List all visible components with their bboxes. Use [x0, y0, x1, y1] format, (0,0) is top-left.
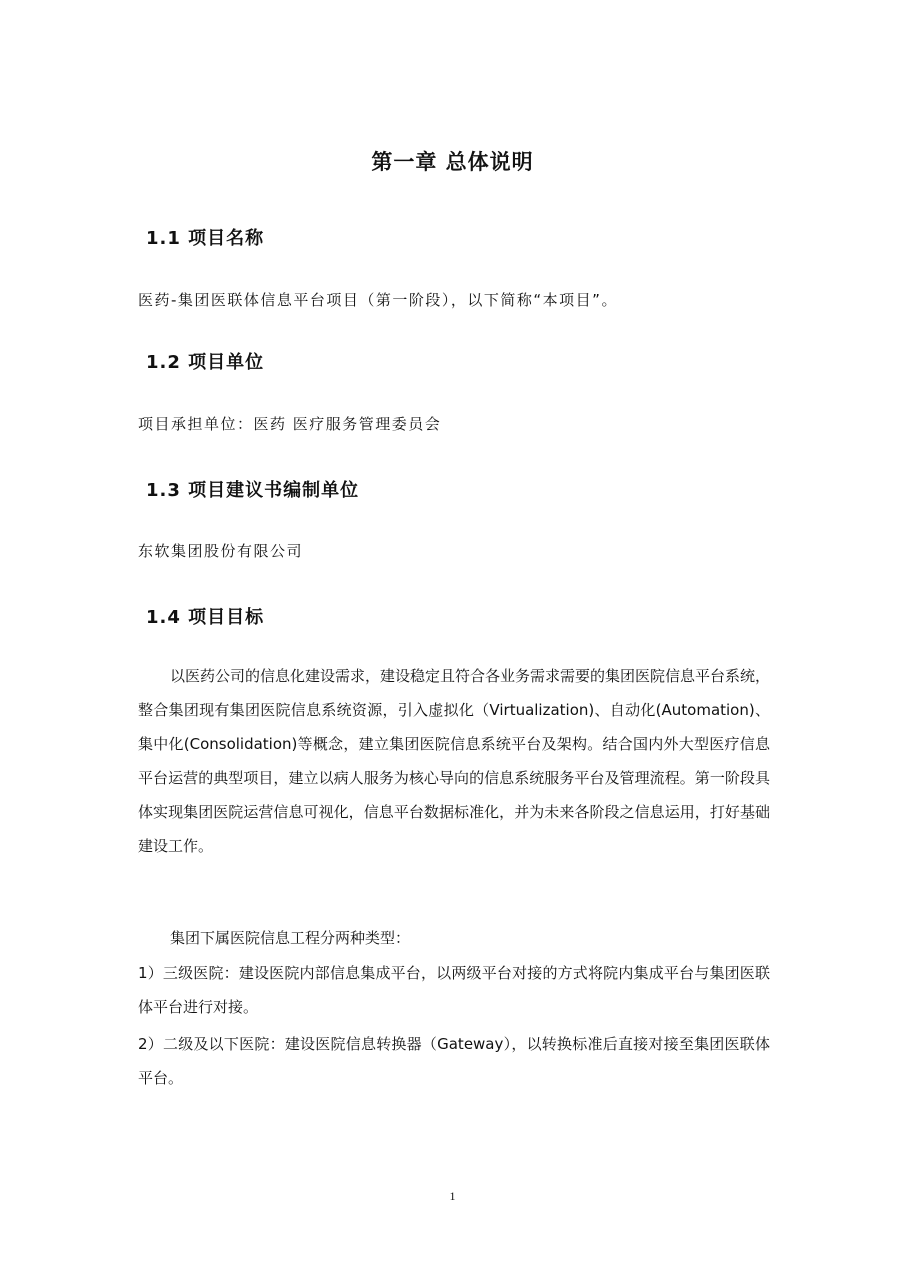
compiling-unit-text: 东软集团股份有限公司 — [138, 542, 304, 560]
section-heading-1-4: 1.4 项目目标 — [146, 607, 265, 628]
project-name-text: 医药-集团医联体信息平台项目（第一阶段），以下简称“本项目”。 — [138, 291, 618, 309]
project-goal-paragraph: 以医药公司的信息化建设需求，建设稳定且符合各业务需求需要的集团医院信息平台系统，整合集团现有集团医院信息系统资源，引入虚拟化（Virtualization)、自动化(Automation)、集中化(Consolidation)等概念，建立集团医院信息系统平台及架构。结合国内外大型医疗信息平台运营的典型项目，建立以病人服务为核心导向的信息系统服务平台及管理流程。第一阶段具体实现集团医院运营信息可视化，信息平台数据标准化，并为未来各阶段之信息运用，打好基础建设工作。 — [138, 667, 771, 855]
page-number: 1 — [449, 1189, 456, 1203]
secondary-hospital-item: 2）二级及以下医院：建设医院信息转换器（Gateway），以转换标准后直接对接至集团医联体平台。 — [138, 1035, 770, 1087]
chapter-title: 第一章 总体说明 — [371, 150, 534, 174]
section-heading-1-3: 1.3 项目建议书编制单位 — [146, 480, 360, 501]
hospital-types-intro: 集团下属医院信息工程分两种类型： — [170, 929, 411, 947]
tertiary-hospital-item: 1）三级医院：建设医院内部信息集成平台，以两级平台对接的方式将院内集成平台与集团医联体平台进行对接。 — [138, 964, 770, 1016]
section-heading-1-1: 1.1 项目名称 — [146, 228, 265, 249]
section-heading-1-2: 1.2 项目单位 — [146, 352, 265, 373]
project-unit-text: 项目承担单位：医药 医疗服务管理委员会 — [138, 415, 442, 433]
